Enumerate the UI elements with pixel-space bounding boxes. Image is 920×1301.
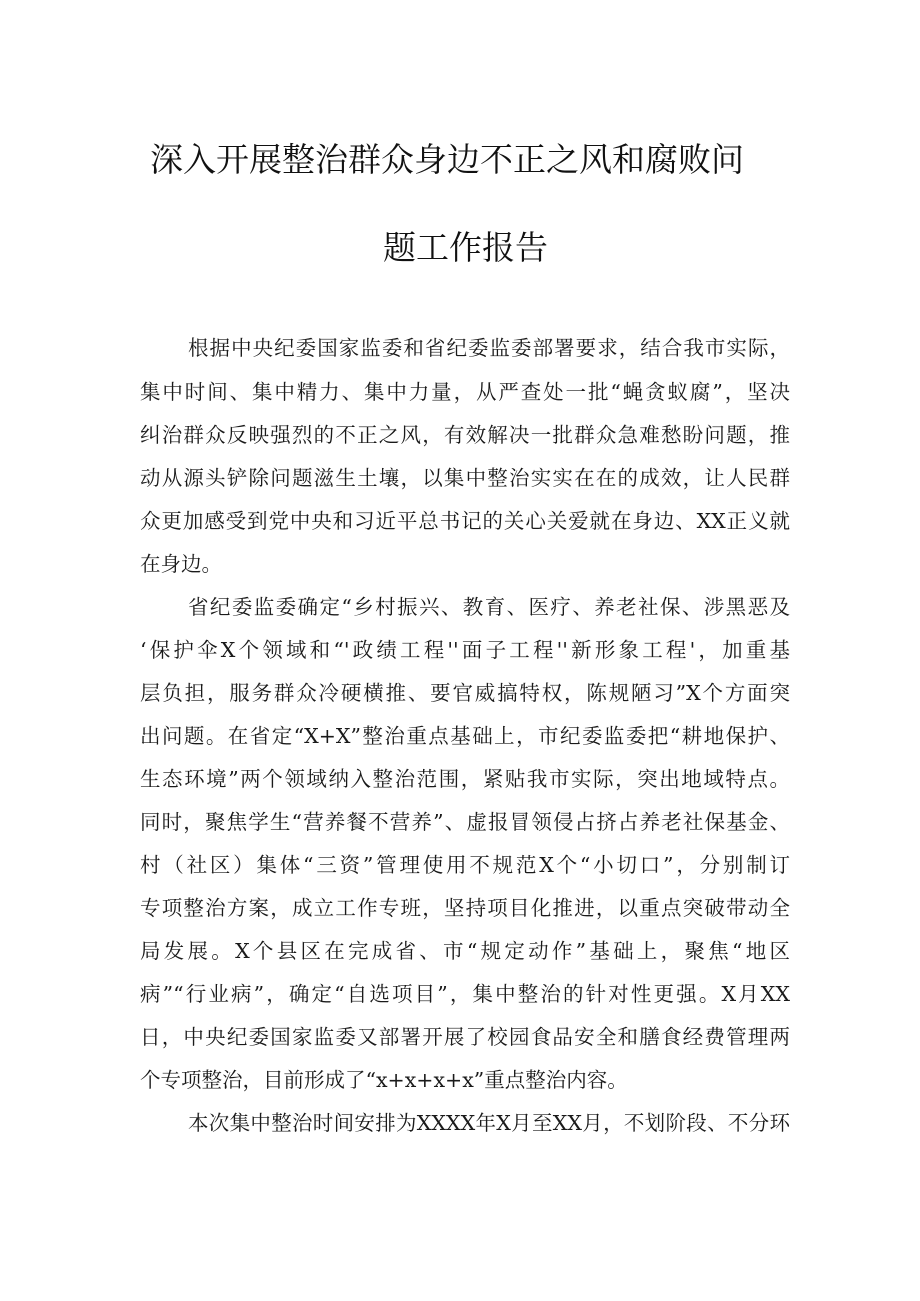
paragraph-1-line-4: 动从源头铲除问题滋生土壤，以集中整治实实在在的成效，让人民群 <box>140 466 790 490</box>
paragraph-2-line-9: 局发展。X个县区在完成省、市“规定动作”基础上，聚焦“地区 <box>140 939 790 963</box>
paragraph-2-line-3: 层负担，服务群众冷硬横推、要官威搞特权，陈规陋习”X个方面突 <box>140 681 790 705</box>
paragraph-1-line-3: 纠治群众反映强烈的不正之风，有效解决一批群众急难愁盼问题，推 <box>140 423 790 447</box>
document-title-line-1: 深入开展整治群众身边不正之风和腐败问 <box>150 140 744 179</box>
paragraph-1-line-6: 在身边。 <box>140 552 222 576</box>
document-title-line-2: 题工作报告 <box>383 228 548 267</box>
paragraph-2-line-7: 村（社区）集体“三资”管理使用不规范X个“小切口”，分别制订 <box>140 853 790 877</box>
paragraph-2-line-4: 出问题。在省定“X+X”整治重点基础上，市纪委监委把“耕地保护、 <box>140 724 790 748</box>
paragraph-2-line-2: ‘保护伞X个领域和“'政绩工程''面子工程''新形象工程'，加重基 <box>140 638 790 662</box>
paragraph-2-line-8: 专项整治方案，成立工作专班，坚持项目化推进，以重点突破带动全 <box>140 896 790 920</box>
paragraph-2-line-11: 日，中央纪委国家监委又部署开展了校园食品安全和膳食经费管理两 <box>140 1025 790 1049</box>
paragraph-1-line-5: 众更加感受到党中央和习近平总书记的关心关爱就在身边、XX正义就 <box>140 509 790 533</box>
paragraph-1-line-2: 集中时间、集中精力、集中力量，从严查处一批“蝇贪蚁腐”，坚决 <box>140 380 790 404</box>
paragraph-1-line-1: 根据中央纪委国家监委和省纪委监委部署要求，结合我市实际， <box>188 336 790 360</box>
paragraph-2-line-12: 个专项整治，目前形成了“x+x+x+x”重点整治内容。 <box>140 1068 628 1092</box>
paragraph-3-line-1: 本次集中整治时间安排为XXXX年X月至XX月，不划阶段、不分环 <box>188 1111 790 1135</box>
paragraph-2-line-10: 病”“行业病”，确定“自选项目”，集中整治的针对性更强。X月XX <box>140 982 790 1006</box>
paragraph-2-line-6: 同时，聚焦学生“营养餐不营养”、虚报冒领侵占挤占养老社保基金、 <box>140 810 790 834</box>
paragraph-2-line-1: 省纪委监委确定“乡村振兴、教育、医疗、养老社保、涉黑恶及 <box>188 595 790 619</box>
paragraph-2-line-5: 生态环境”两个领域纳入整治范围，紧贴我市实际，突出地域特点。 <box>140 767 790 791</box>
